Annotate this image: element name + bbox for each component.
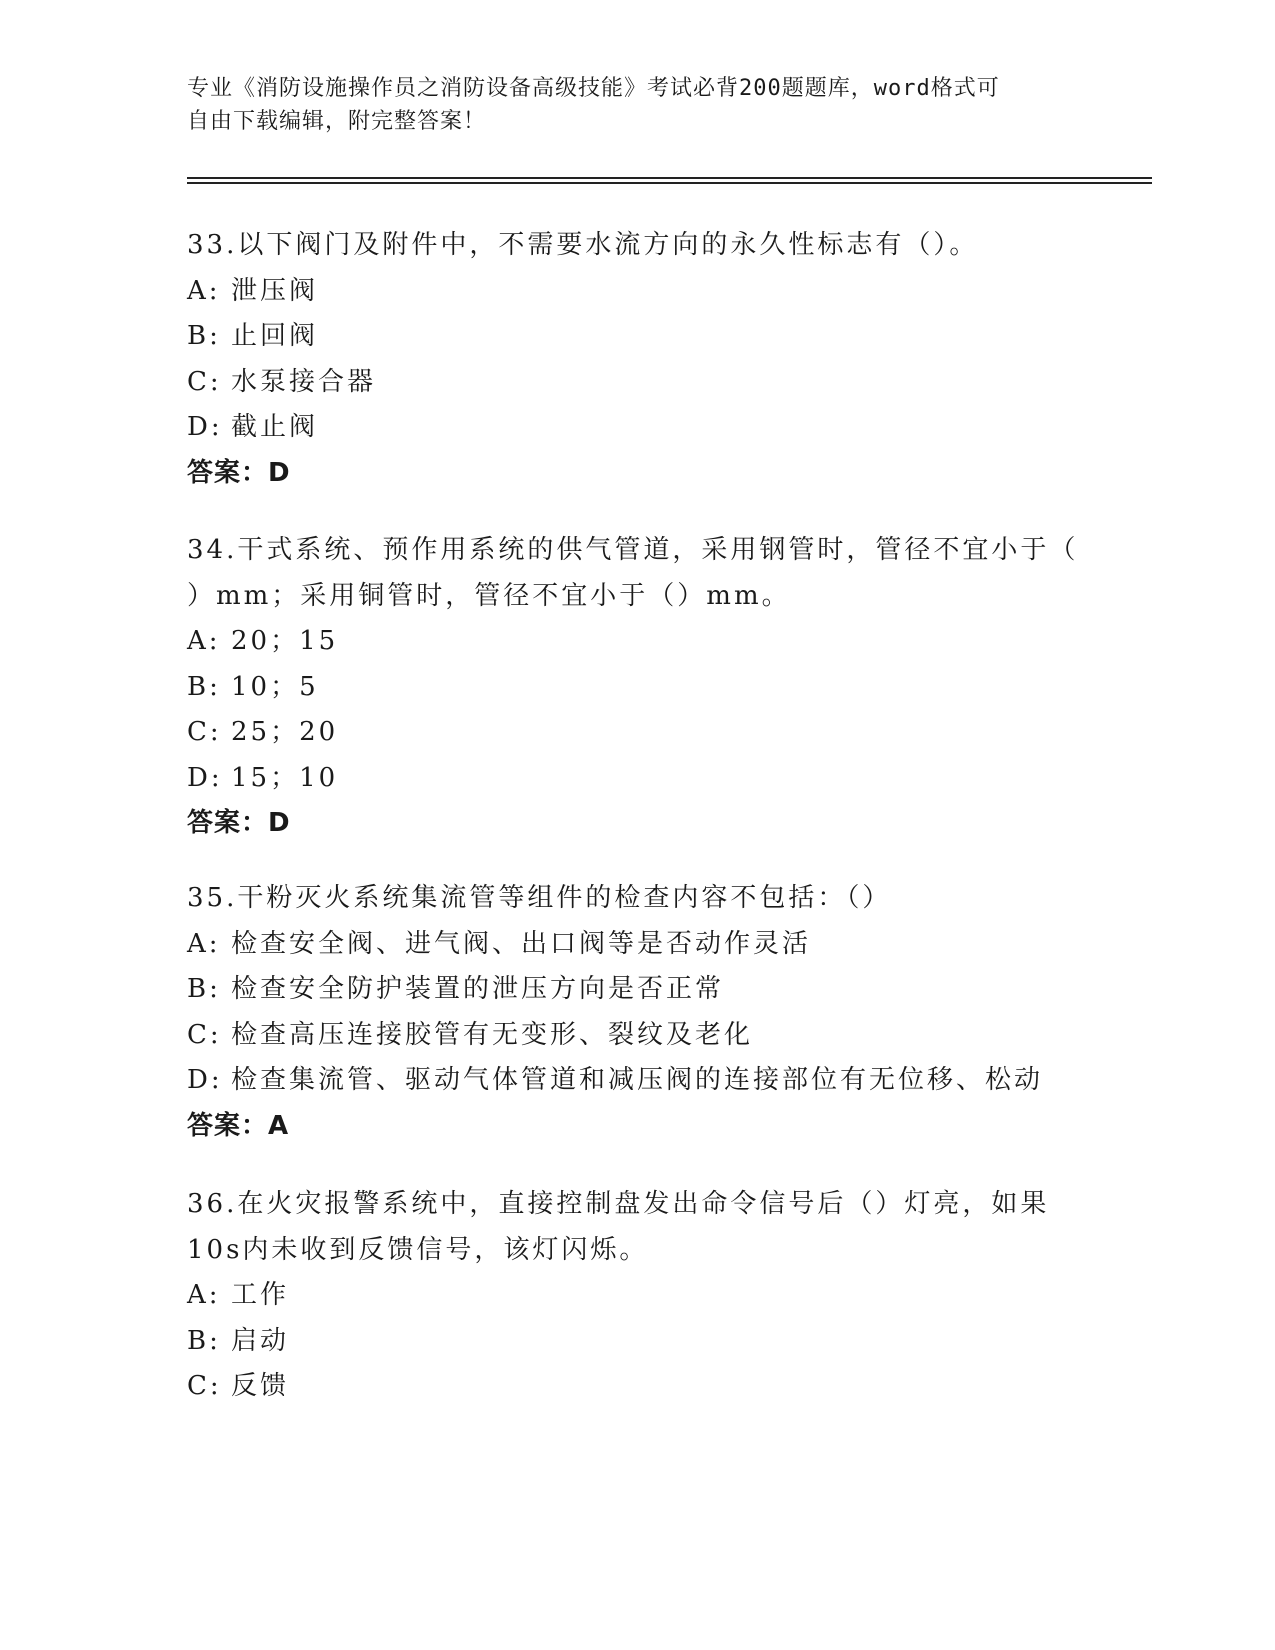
option-a xyxy=(187,619,1067,665)
option-letter: C: xyxy=(187,1019,222,1050)
question-stem-line-1: 36.在火灾报警系统中，直接控制盘发出命令信号后（）灯亮，如果 xyxy=(187,1189,1050,1219)
option-c xyxy=(187,710,1067,756)
option-letter: C: xyxy=(187,717,222,747)
option-b xyxy=(187,314,1067,360)
option-b xyxy=(187,1319,1067,1365)
option-letter: A: xyxy=(187,275,221,306)
option-c xyxy=(187,1364,1067,1410)
option-d xyxy=(187,405,1067,451)
option-letter: A: xyxy=(187,928,221,959)
option-text: 截止阀 xyxy=(231,412,319,442)
question-34 xyxy=(187,528,1079,847)
question-stem-line-2: ）mm；采用铜管时，管径不宜小于（）mm。 xyxy=(187,580,791,611)
answer-line: 答案：D xyxy=(187,457,291,488)
question-36 xyxy=(187,1182,1067,1410)
option-b xyxy=(187,665,1067,711)
header-line-2: 自由下载编辑，附完整答案！ xyxy=(187,109,487,134)
question-stem: 35.干粉灭火系统集流管等组件的检查内容不包括：（） xyxy=(187,883,892,913)
option-text: 20；15 xyxy=(231,626,339,656)
option-letter: C: xyxy=(187,366,222,397)
option-letter: B: xyxy=(187,1325,221,1356)
option-text: 检查安全阀、进气阀、出口阀等是否动作灵活 xyxy=(231,928,812,959)
question-stem: 33.以下阀门及附件中，不需要水流方向的永久性标志有（）。 xyxy=(187,230,979,260)
option-letter: D: xyxy=(187,1065,223,1095)
option-a xyxy=(187,1273,1067,1319)
document-header xyxy=(187,72,1067,138)
option-text: 15；10 xyxy=(231,762,339,793)
option-letter: C: xyxy=(187,1371,222,1401)
option-letter: D: xyxy=(187,412,223,442)
option-letter: A: xyxy=(187,1280,221,1310)
header-line-1: 专业《消防设施操作员之消防设备高级技能》考试必背200题题库，word格式可 xyxy=(187,76,1000,101)
option-d xyxy=(187,756,1067,802)
option-text: 工作 xyxy=(231,1280,290,1310)
option-text: 止回阀 xyxy=(231,321,319,351)
option-d xyxy=(187,1058,1067,1104)
option-text: 启动 xyxy=(231,1325,290,1356)
option-c xyxy=(187,360,1067,406)
option-text: 25；20 xyxy=(231,717,339,747)
option-text: 反馈 xyxy=(231,1371,290,1401)
question-stem-line-2: 10s内未收到反馈信号，该灯闪烁。 xyxy=(187,1234,649,1265)
answer-line: 答案：A xyxy=(187,1110,290,1141)
option-letter: B: xyxy=(187,974,221,1004)
question-35 xyxy=(187,876,1067,1149)
option-a xyxy=(187,269,1067,315)
question-stem-line-1: 34.干式系统、预作用系统的供气管道，采用钢管时，管径不宜小于（ xyxy=(187,535,1079,565)
option-letter: D: xyxy=(187,762,223,793)
question-33 xyxy=(187,223,1067,496)
option-text: 检查高压连接胶管有无变形、裂纹及老化 xyxy=(231,1019,754,1050)
option-text: 水泵接合器 xyxy=(231,366,377,397)
option-c xyxy=(187,1013,1067,1059)
option-b xyxy=(187,967,1067,1013)
header-rule-bottom xyxy=(187,182,1152,184)
header-rule-top xyxy=(187,177,1152,179)
option-letter: B: xyxy=(187,321,221,351)
option-text: 泄压阀 xyxy=(231,275,319,306)
option-text: 10；5 xyxy=(231,671,319,702)
option-text: 检查集流管、驱动气体管道和减压阀的连接部位有无位移、松动 xyxy=(231,1065,1044,1095)
option-letter: B: xyxy=(187,671,221,702)
answer-line: 答案：D xyxy=(187,808,291,838)
option-text: 检查安全防护装置的泄压方向是否正常 xyxy=(231,974,725,1004)
option-letter: A: xyxy=(187,626,221,656)
option-a xyxy=(187,922,1067,968)
